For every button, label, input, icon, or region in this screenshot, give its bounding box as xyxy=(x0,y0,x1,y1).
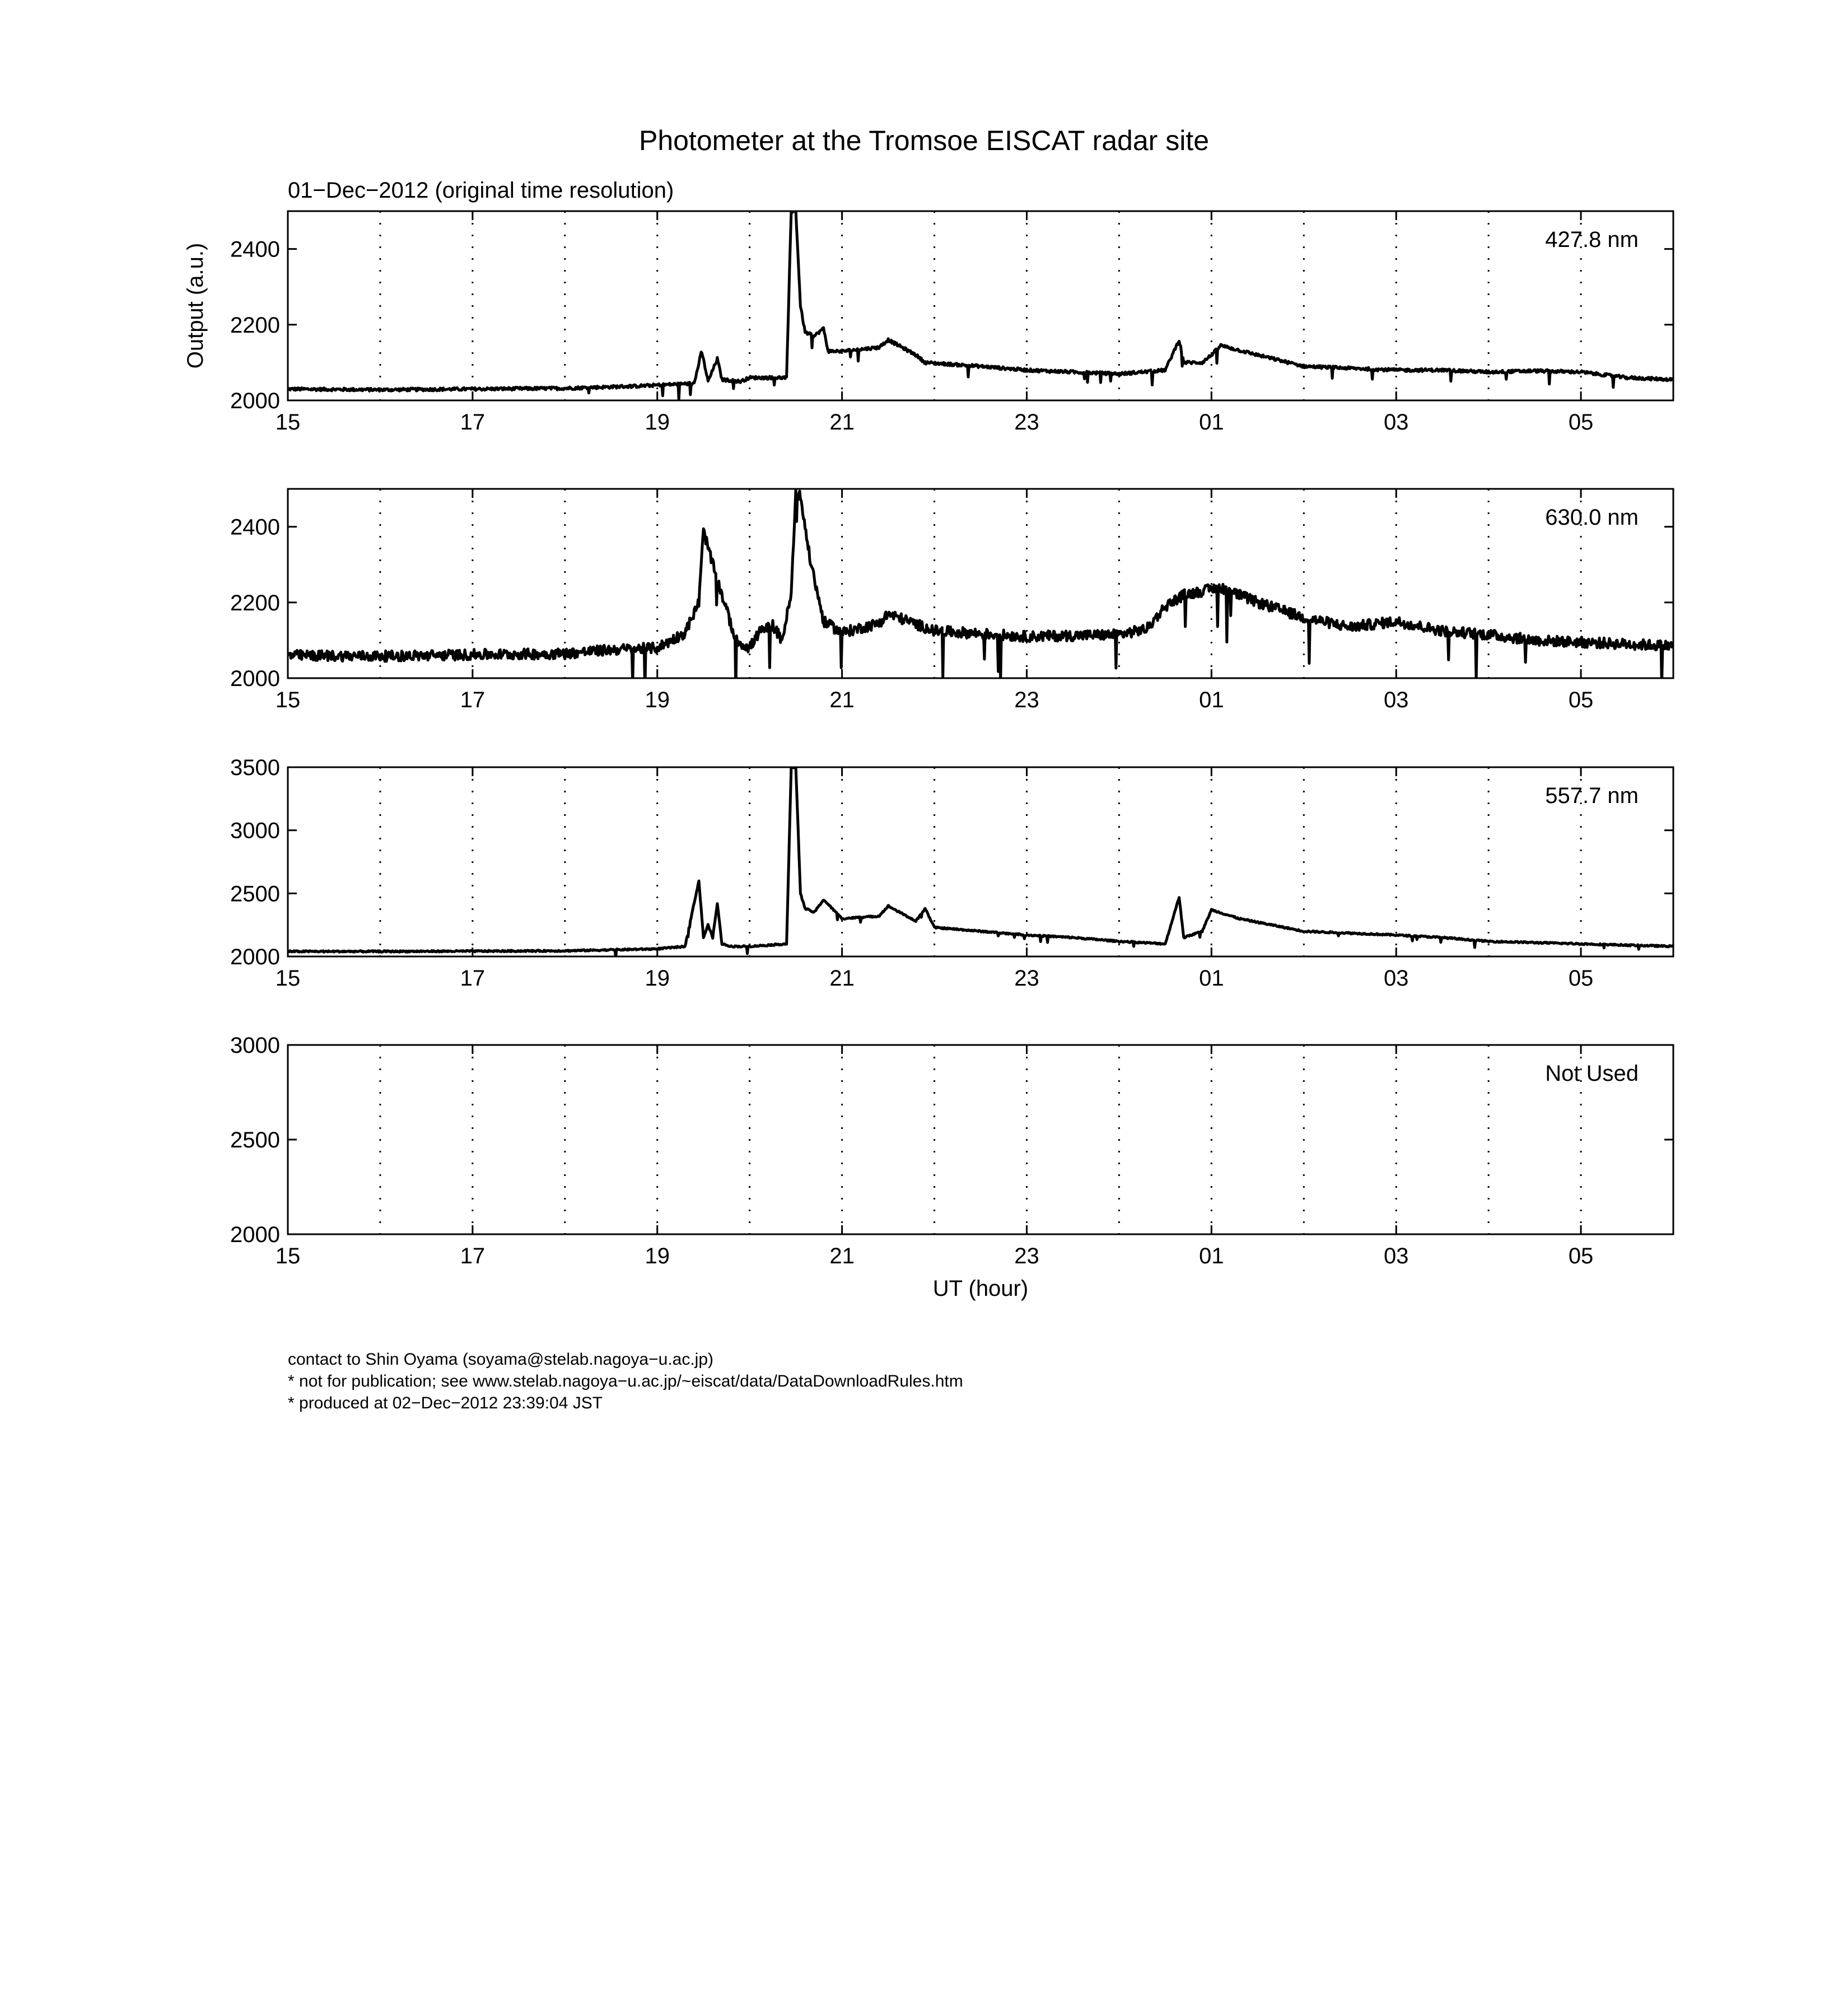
x-tick-label: 19 xyxy=(645,410,670,435)
x-tick-label: 05 xyxy=(1568,1244,1594,1268)
chart-title: Photometer at the Tromsoe EISCAT radar site xyxy=(638,125,1210,156)
series-line xyxy=(288,489,1673,693)
y-tick-label: 2400 xyxy=(230,237,280,262)
x-tick-label: 05 xyxy=(1568,410,1594,435)
x-tick-label: 15 xyxy=(275,1244,301,1268)
y-tick-label: 2200 xyxy=(230,312,280,338)
x-tick-label: 03 xyxy=(1383,1244,1409,1268)
series-line xyxy=(288,211,1673,399)
x-tick-label: 17 xyxy=(460,410,486,435)
y-axis-label: Output (a.u.) xyxy=(183,242,208,369)
x-tick-label: 01 xyxy=(1199,966,1224,991)
axes-box xyxy=(288,489,1673,678)
x-tick-label: 15 xyxy=(275,966,301,991)
y-tick-label: 2400 xyxy=(230,515,280,540)
x-tick-label: 23 xyxy=(1014,688,1039,712)
panel-label: 427.8 nm xyxy=(1545,227,1639,252)
panel-630-0-nm xyxy=(230,489,1673,712)
x-tick-label: 03 xyxy=(1383,688,1409,712)
panel-label: 557.7 nm xyxy=(1545,783,1639,808)
footer-publication-note: * not for publication; see www.stelab.nagoya−u.ac.jp/~eiscat/data/DataDownloadRules.htm xyxy=(288,1372,963,1390)
y-tick-label: 3000 xyxy=(230,1033,280,1058)
x-tick-label: 01 xyxy=(1199,688,1224,712)
panel-label: 630.0 nm xyxy=(1545,505,1639,530)
x-tick-label: 17 xyxy=(460,688,486,712)
x-tick-label: 23 xyxy=(1014,966,1039,991)
x-tick-label: 21 xyxy=(829,688,855,712)
x-tick-label: 19 xyxy=(645,966,670,991)
x-tick-label: 23 xyxy=(1014,410,1039,435)
x-tick-label: 15 xyxy=(275,688,301,712)
x-tick-label: 15 xyxy=(275,410,301,435)
footer-contact: contact to Shin Oyama (soyama@stelab.nagoya−u.ac.jp) xyxy=(288,1350,714,1369)
x-tick-label: 01 xyxy=(1199,410,1224,435)
x-tick-label: 17 xyxy=(460,966,486,991)
y-tick-label: 2000 xyxy=(230,945,280,969)
x-tick-label: 01 xyxy=(1199,1244,1224,1268)
panel-label: Not Used xyxy=(1545,1061,1639,1086)
y-tick-label: 2000 xyxy=(230,1222,280,1247)
footer-produced-at: * produced at 02−Dec−2012 23:39:04 JST xyxy=(288,1394,603,1412)
series-line xyxy=(288,767,1673,958)
x-tick-label: 19 xyxy=(645,688,670,712)
chart-subtitle: 01−Dec−2012 (original time resolution) xyxy=(288,178,674,203)
y-tick-label: 2200 xyxy=(230,590,280,615)
x-tick-label: 21 xyxy=(829,966,855,991)
panel-not-used xyxy=(230,1033,1673,1301)
footer-notes xyxy=(288,1348,963,1414)
x-tick-label: 17 xyxy=(460,1244,486,1268)
axes-box xyxy=(288,1045,1673,1234)
y-tick-label: 2500 xyxy=(230,1128,280,1152)
panel-557-7-nm xyxy=(230,755,1673,991)
x-tick-label: 05 xyxy=(1568,688,1594,712)
y-tick-label: 3500 xyxy=(230,755,280,780)
axes-box xyxy=(288,767,1673,956)
panel-427-8-nm xyxy=(183,211,1673,435)
y-tick-label: 2000 xyxy=(230,666,280,691)
x-tick-label: 21 xyxy=(829,410,855,435)
x-tick-label: 21 xyxy=(829,1244,855,1268)
x-tick-label: 19 xyxy=(645,1244,670,1268)
y-tick-label: 3000 xyxy=(230,818,280,843)
x-tick-label: 03 xyxy=(1383,966,1409,991)
x-tick-label: 05 xyxy=(1568,966,1594,991)
x-tick-label: 23 xyxy=(1014,1244,1039,1268)
x-axis-label: UT (hour) xyxy=(932,1276,1029,1301)
y-tick-label: 2500 xyxy=(230,881,280,907)
y-tick-label: 2000 xyxy=(230,389,280,413)
x-tick-label: 03 xyxy=(1383,410,1409,435)
